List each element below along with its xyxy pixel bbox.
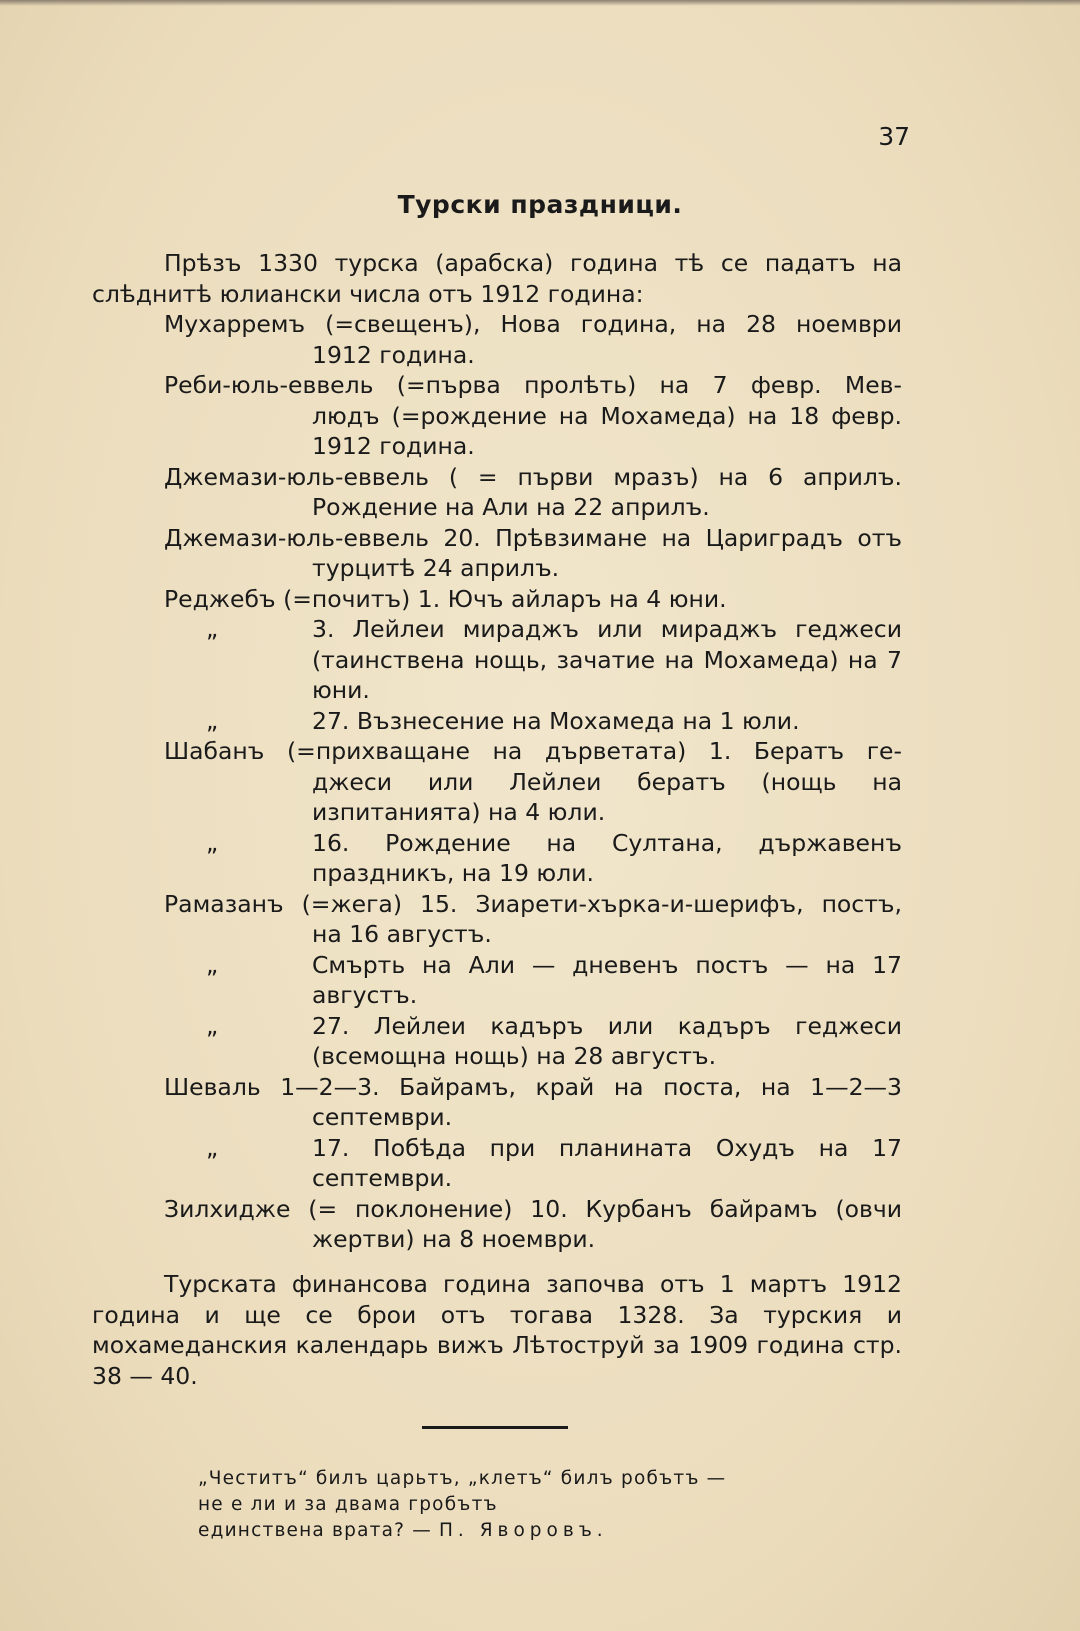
entry-continuation: на 16 августъ. [312, 920, 492, 948]
holiday-subentry [0, 950, 1080, 1011]
holiday-entry [0, 523, 1080, 584]
ditto-mark: „ [206, 706, 219, 735]
poem-line: не е ли и за двама гробътъ [198, 1494, 498, 1515]
holiday-entry [0, 584, 1080, 615]
epigraph-poem [198, 1466, 798, 1544]
entry-lead: Джемази-юль-еввель 20. Прѣвзимане на Цариградъ отъ [164, 523, 902, 552]
entry-lead: Шеваль 1—2—3. Байрамъ, край на поста, на 1—2—3 [164, 1072, 902, 1101]
entry-lead: Мухарремъ (=свещенъ), Нова година, на 28 ноември [164, 310, 902, 338]
holiday-entry [0, 370, 1080, 462]
poem-line: „Честитъ“ билъ царьтъ, „клетъ“ билъ робътъ — [198, 1468, 727, 1489]
subentry-text: 3. Лейлеи мираджъ или мираджъ геджеси (таинствена нощь, зачатие на Мохамеда) на 7 юни. [312, 615, 902, 704]
subentry-text: 17. Побѣда при планината Охудъ на 17 септември. [312, 1133, 902, 1192]
holiday-entry [0, 1194, 1080, 1255]
holiday-entry [0, 1072, 1080, 1133]
entry-lead: Рамазанъ (=жега) 15. Зиарети-хърка-и-шерифъ, постъ, [164, 889, 902, 918]
holiday-subentry [0, 1133, 1080, 1194]
entry-lead: Джемази-юль-еввель ( = първи мразъ) на 6 априлъ. [164, 462, 902, 491]
holiday-subentry [0, 828, 1080, 889]
page-number: 37 [878, 122, 910, 151]
ditto-mark: „ [206, 615, 219, 643]
entry-lead: Зилхидже (= поклонение) 10. Курбанъ байрамъ (овчи [164, 1194, 902, 1223]
holiday-entry [0, 309, 1080, 370]
ditto-mark: „ [206, 1011, 219, 1040]
entry-continuation: септември. [312, 1103, 453, 1131]
subentry-text: 27. Възнесение на Мохамеда на 1 юли. [312, 706, 800, 735]
outro-paragraph: Турската финансова година започва отъ 1 мартъ 1912 година и ще се брои отъ тогава 1328. За турския и мохамеданския календарь вижъ Лѣтоструй за 1909 година стр. 38 — 40. [92, 1270, 902, 1390]
subentry-text: Смърть на Али — дневенъ постъ — на 17 августъ. [312, 950, 902, 1009]
entry-continuation: Рождение на Али на 22 априлъ. [312, 493, 710, 521]
entry-continuation: турцитѣ 24 априлъ. [312, 554, 560, 582]
entry-lead: Шабанъ (=прихващане на дърветата) 1. Бератъ ге- [164, 737, 902, 765]
poem-author: П. Яворовъ. [439, 1520, 608, 1541]
ditto-mark: „ [206, 950, 219, 979]
entry-continuation: 1912 година. [312, 340, 475, 369]
holiday-entry [0, 462, 1080, 523]
subentry-text: 16. Рождение на Султана, държавенъ праздникъ, на 19 юли. [312, 828, 902, 887]
ditto-mark: „ [206, 1133, 219, 1162]
holiday-subentry [0, 706, 1080, 737]
subentry-text: 27. Лейлеи кадъръ или кадъръ геджеси (всемощна нощь) на 28 августъ. [312, 1011, 902, 1070]
entry-lead: Реджебъ (=почитъ) 1. Ючъ айларъ на 4 юни. [164, 584, 727, 613]
entry-continuation: джеси или Лейлеи бератъ (нощь на изпитанията) на 4 юли. [312, 767, 902, 826]
holiday-subentry [0, 614, 1080, 706]
page-title: Турски праздници. [397, 190, 683, 219]
entry-continuation: людъ (=рождение на Мохамеда) на 18 февр. 1912 година. [312, 401, 902, 460]
holiday-subentry [0, 1011, 1080, 1072]
poem-line-text: единствена врата? — [198, 1520, 440, 1541]
entry-continuation: жертви) на 8 ноември. [312, 1225, 596, 1253]
intro-paragraph: Прѣзъ 1330 турска (арабска) година тѣ се падатъ на слѣднитѣ юлиански числа отъ 1912 година: [92, 249, 902, 308]
holiday-entry [0, 736, 1080, 828]
holiday-entry [0, 889, 1080, 950]
entry-lead: Реби-юль-еввель (=първа пролѣть) на 7 февр. Мев- [164, 371, 902, 399]
ditto-mark: „ [206, 828, 219, 857]
holiday-list [0, 309, 1080, 1255]
poem-line [198, 1518, 798, 1544]
section-divider [422, 1426, 568, 1429]
